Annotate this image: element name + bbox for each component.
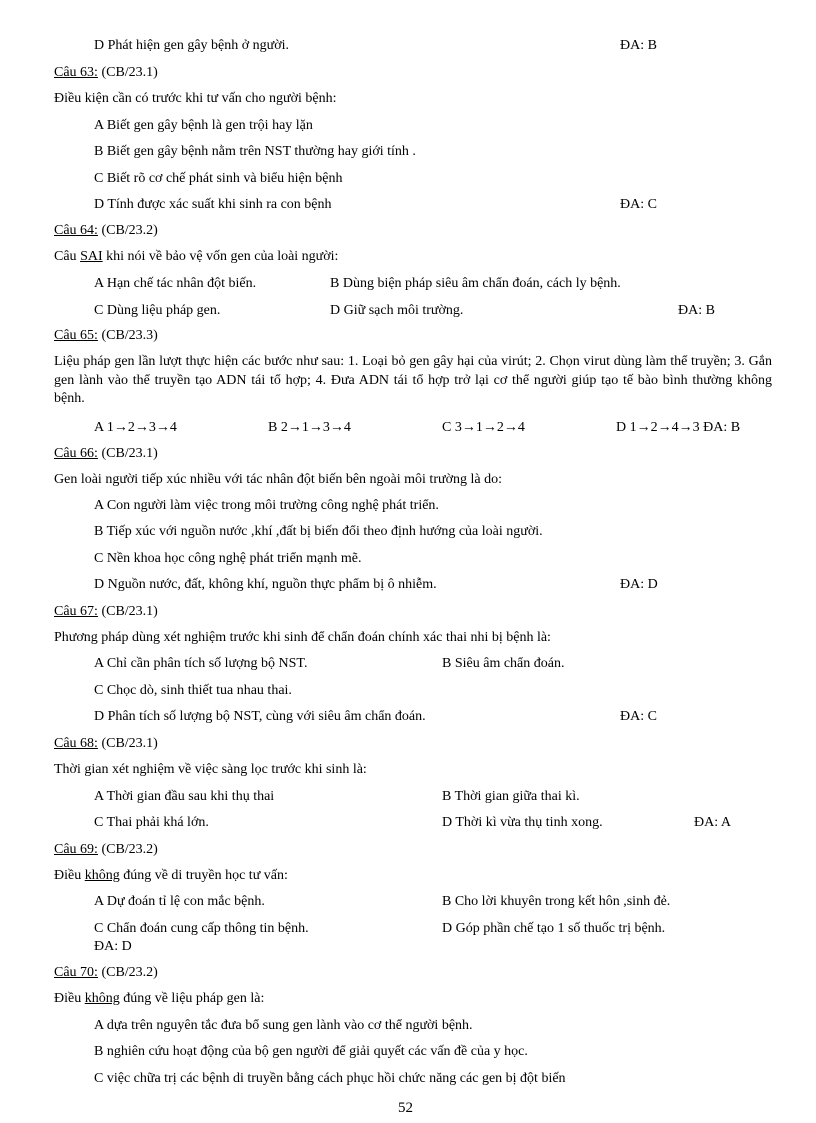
- q66-option-d: D Nguồn nước, đất, không khí, nguồn thực phẩm bị ô nhiễm.: [94, 577, 437, 592]
- q64-option-b: B Dùng biện pháp siêu âm chẩn đoán, cách ly bệnh.: [330, 276, 621, 291]
- q69-option-d: D Góp phần chế tạo 1 số thuốc trị bệnh.: [442, 921, 666, 936]
- question-code: (CB/23.2): [97, 842, 158, 857]
- q68-option-c: C Thai phải khá lớn.: [94, 815, 209, 830]
- q68-option-a: A Thời gian đầu sau khi thụ thai: [94, 789, 275, 804]
- q67-option-d: D Phân tích số lượng bộ NST, cùng với siêu âm chẩn đoán.: [94, 709, 426, 724]
- q66-option-a: A Con người làm việc trong môi trường công nghệ phát triển.: [94, 498, 439, 513]
- stem-text: đúng về liệu pháp gen là:: [119, 991, 265, 1006]
- q67-option-a: A Chỉ cần phân tích số lượng bộ NST.: [94, 656, 308, 671]
- question-code: (CB/23.1): [97, 65, 158, 80]
- stem-text: Điều: [54, 868, 85, 883]
- q69-option-c: C Chẩn đoán cung cấp thông tin bệnh.: [94, 921, 309, 936]
- stem-emphasis: không: [84, 868, 120, 883]
- q63-stem: Điều kiện cần có trước khi tư vấn cho người bệnh:: [54, 91, 337, 106]
- question-code: (CB/23.3): [97, 328, 158, 343]
- q63-header: [54, 64, 158, 82]
- q63-option-b: B Biết gen gây bệnh nằm trên NST thường hay giới tính .: [94, 144, 416, 159]
- q69-option-a: A Dự đoán tỉ lệ con mắc bệnh.: [94, 894, 265, 909]
- q65-header: [54, 327, 158, 345]
- q68-header: [54, 735, 158, 753]
- question-code: (CB/23.2): [97, 965, 158, 980]
- q70-option-c: C việc chữa trị các bệnh di truyền bằng cách phục hồi chức năng các gen bị đột biến: [94, 1071, 566, 1086]
- stem-text: đúng về di truyền học tư vấn:: [119, 868, 288, 883]
- q66-answer: ĐA: D: [620, 577, 658, 592]
- q66-option-c: C Nền khoa học công nghệ phát triển mạnh mẽ.: [94, 551, 362, 566]
- q65-option-a: A 1→2→3→4: [94, 420, 177, 435]
- q68-option-d: D Thời kì vừa thụ tinh xong.: [442, 815, 603, 830]
- q67-option-c: C Chọc dò, sinh thiết tua nhau thai.: [94, 683, 292, 698]
- q69-option-b: B Cho lời khuyên trong kết hôn ,sinh đẻ.: [442, 894, 671, 909]
- q70-option-b: B nghiên cứu hoạt động của bộ gen người để giải quyết các vấn đề của y học.: [94, 1044, 528, 1059]
- question-number: Câu 67:: [54, 604, 98, 619]
- question-number: Câu 63:: [54, 65, 98, 80]
- question-code: (CB/23.2): [97, 223, 158, 238]
- q69-header: [54, 841, 158, 859]
- q66-option-b: B Tiếp xúc với nguồn nước ,khí ,đất bị biến đổi theo định hướng của loài người.: [94, 524, 543, 539]
- stem-emphasis: không: [84, 991, 120, 1006]
- stem-emphasis: SAI: [80, 249, 103, 264]
- q62-option-d: D Phát hiện gen gây bệnh ở người.: [94, 38, 290, 53]
- q64-header: [54, 222, 158, 240]
- q64-answer: ĐA: B: [678, 303, 715, 318]
- stem-text: Câu: [54, 249, 81, 264]
- q62-answer: ĐA: B: [620, 38, 657, 53]
- q69-answer: ĐA: D: [94, 939, 132, 954]
- q65-option-b: B 2→1→3→4: [268, 420, 351, 435]
- question-number: Câu 69:: [54, 842, 98, 857]
- q66-stem: Gen loài người tiếp xúc nhiều với tác nhân đột biến bên ngoài môi trường là do:: [54, 472, 502, 487]
- q67-header: [54, 603, 158, 621]
- q68-stem: Thời gian xét nghiệm về việc sàng lọc trước khi sinh là:: [54, 762, 367, 777]
- question-number: Câu 70:: [54, 965, 98, 980]
- q63-option-c: C Biết rõ cơ chế phát sinh và biểu hiện bệnh: [94, 171, 343, 186]
- q63-option-d: D Tính được xác suất khi sinh ra con bệnh: [94, 197, 332, 212]
- q67-option-b: B Siêu âm chẩn đoán.: [442, 656, 565, 671]
- q67-stem: Phương pháp dùng xét nghiệm trước khi sinh để chẩn đoán chính xác thai nhi bị bệnh là:: [54, 630, 551, 645]
- q64-option-d: D Giữ sạch môi trường.: [330, 303, 464, 318]
- question-code: (CB/23.1): [97, 604, 158, 619]
- question-number: Câu 65:: [54, 328, 98, 343]
- q69-stem: [54, 867, 288, 885]
- q64-stem: [54, 248, 338, 266]
- q64-option-a: A Hạn chế tác nhân đột biến.: [94, 276, 257, 291]
- stem-text: Điều: [54, 991, 85, 1006]
- q70-stem: [54, 990, 264, 1008]
- q63-answer: ĐA: C: [620, 197, 657, 212]
- q68-option-b: B Thời gian giữa thai kì.: [442, 789, 580, 804]
- q67-answer: ĐA: C: [620, 709, 657, 724]
- q70-option-a: A dựa trên nguyên tắc đưa bổ sung gen lành vào cơ thể người bệnh.: [94, 1018, 473, 1033]
- q65-stem: Liệu pháp gen lần lượt thực hiện các bước như sau: 1. Loại bỏ gen gây hại của virút; 2. Chọn virut dùng làm thể truyền; 3. Gắn gen lành vào thể truyền tạo ADN tái tổ hợp; 4. Đưa ADN tái tổ hợp trở lại cơ thể người giúp tạo tế bào bình thường không bệnh.: [54, 354, 772, 406]
- q64-option-c: C Dùng liệu pháp gen.: [94, 303, 221, 318]
- q63-option-a: A Biết gen gây bệnh là gen trội hay lặn: [94, 118, 313, 133]
- stem-text: khi nói về bảo vệ vốn gen của loài người:: [102, 249, 339, 264]
- q65-option-d: D 1→2→4→3 ĐA: B: [616, 420, 741, 435]
- question-number: Câu 64:: [54, 223, 98, 238]
- question-code: (CB/23.1): [97, 446, 158, 461]
- question-code: (CB/23.1): [97, 736, 158, 751]
- question-number: Câu 66:: [54, 446, 98, 461]
- question-number: Câu 68:: [54, 736, 98, 751]
- q66-header: [54, 445, 158, 463]
- page-number: 52: [398, 1100, 413, 1116]
- q68-answer: ĐA: A: [694, 815, 731, 830]
- q70-header: [54, 964, 158, 982]
- q65-option-c: C 3→1→2→4: [442, 420, 525, 435]
